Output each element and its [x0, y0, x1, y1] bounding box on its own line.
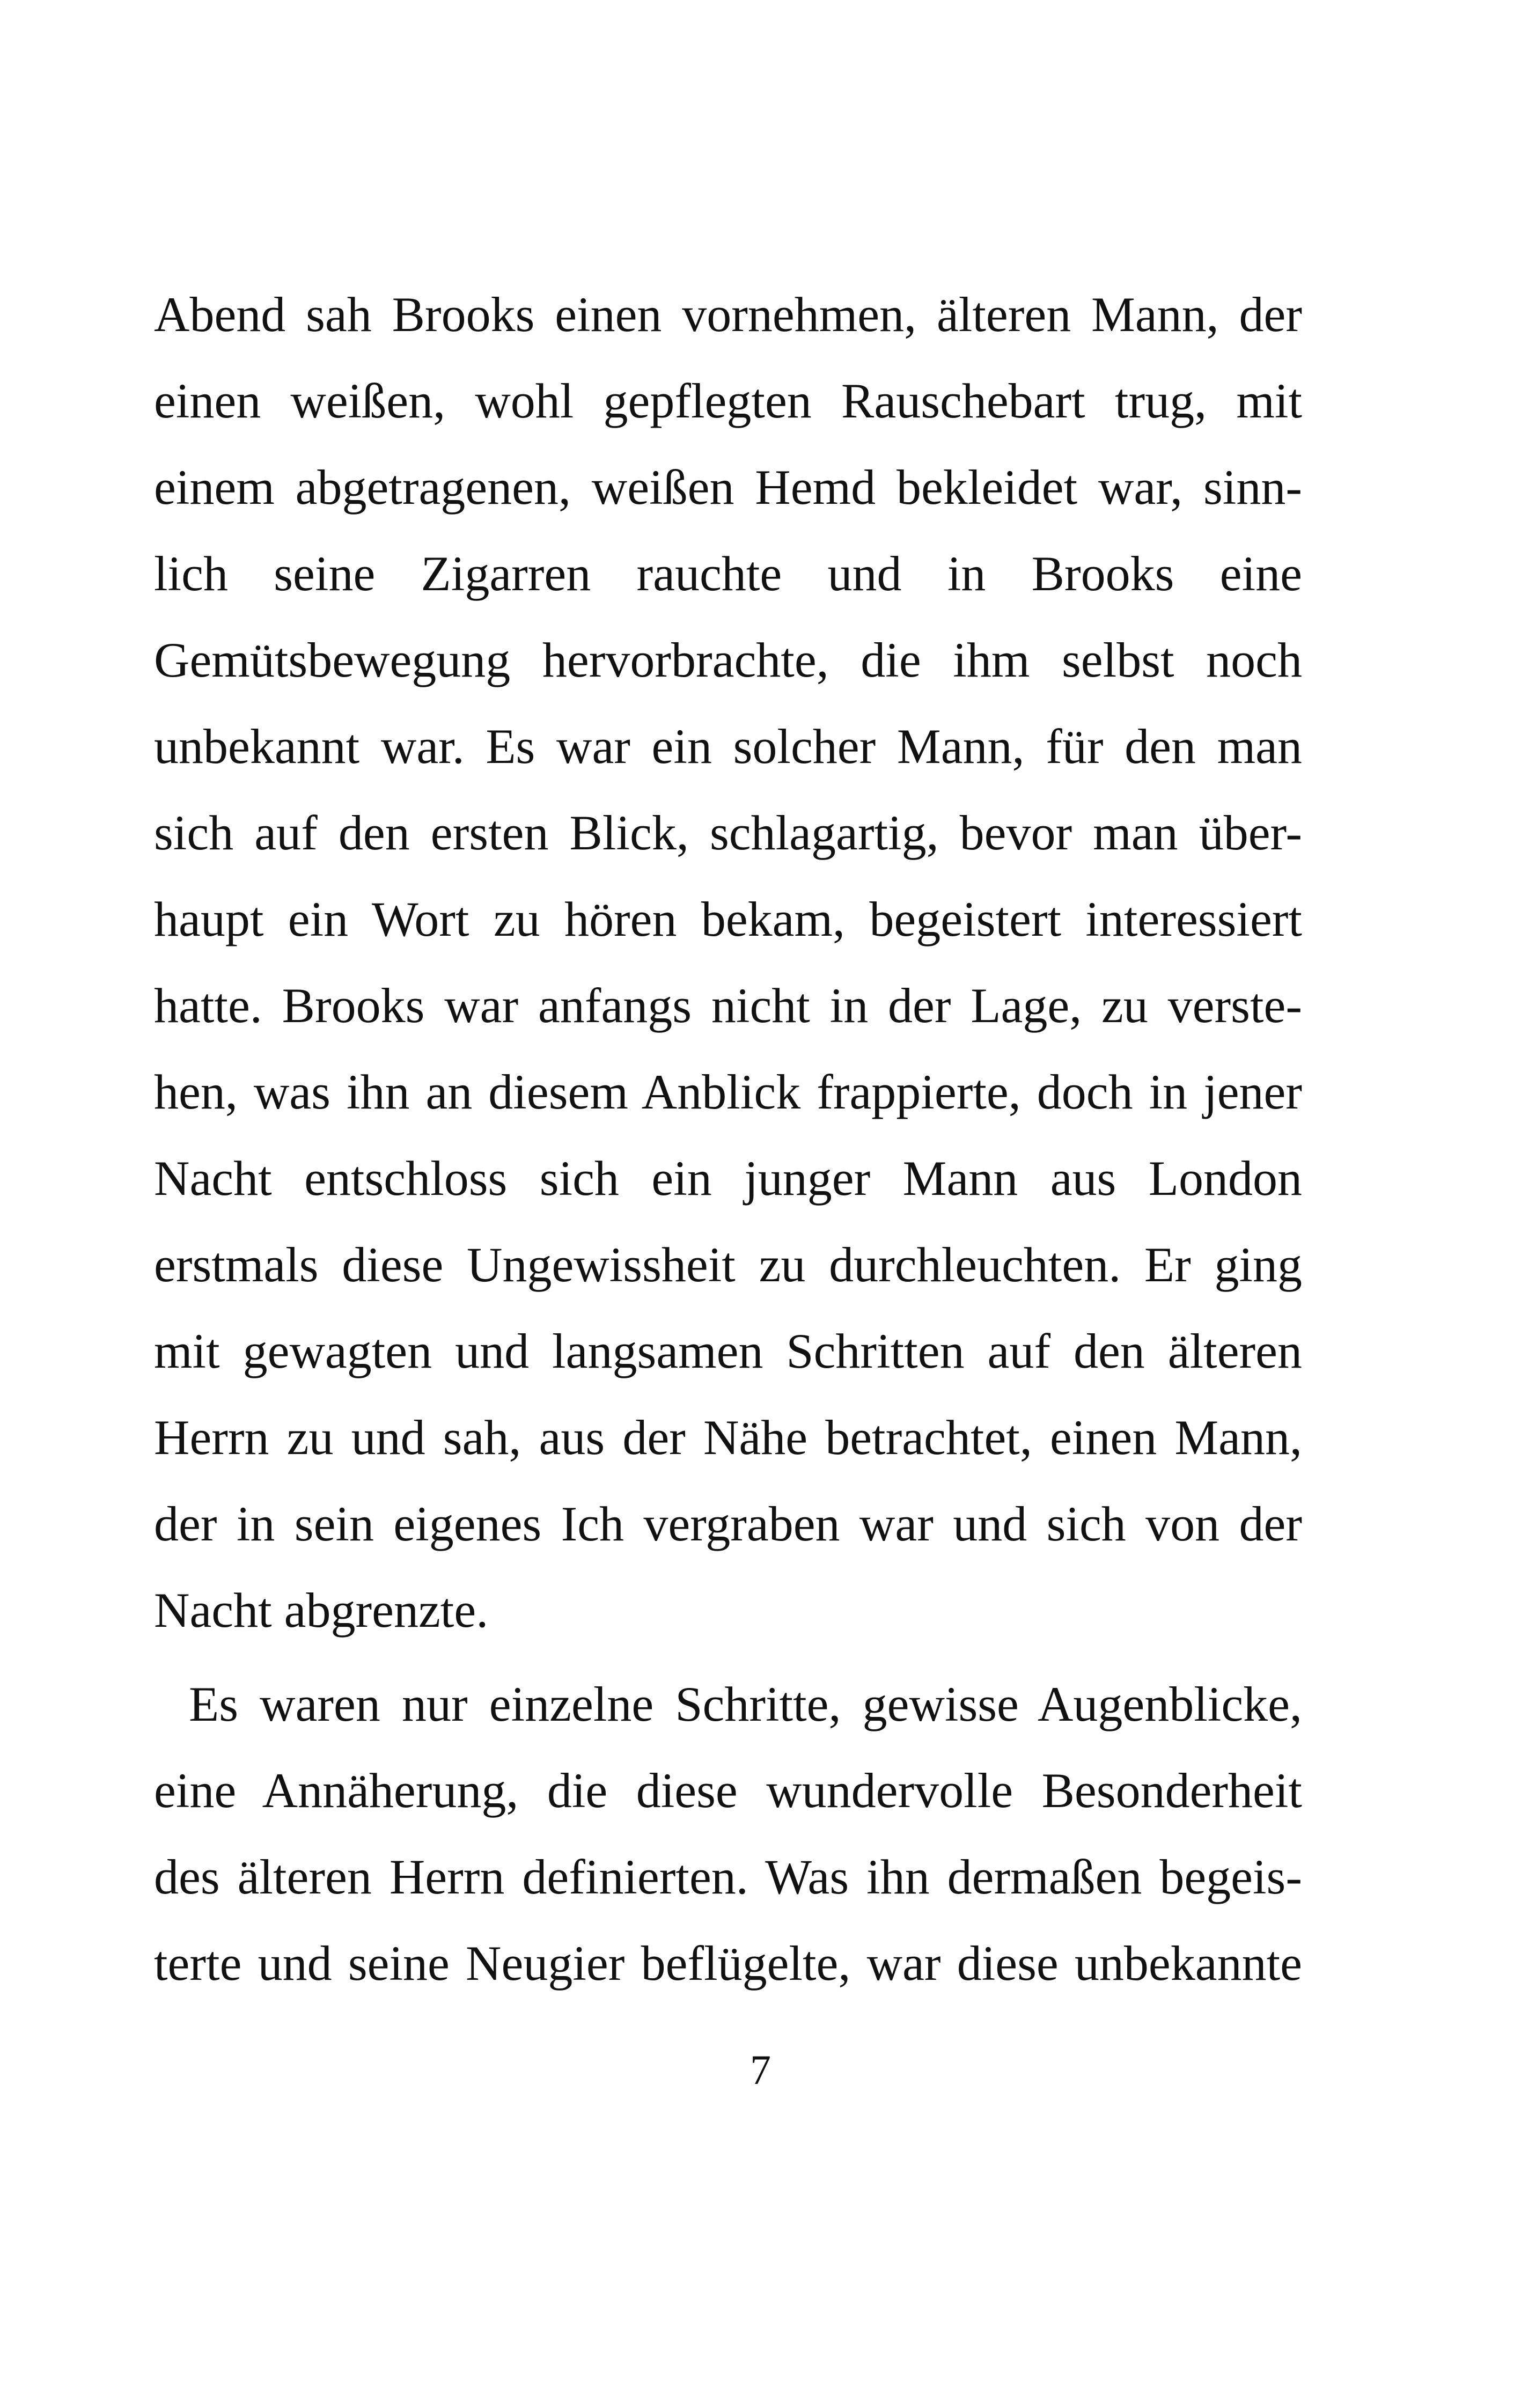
text-line: hatte. Brooks war anfangs nicht in der Lage, zu verste- [154, 978, 1302, 1033]
text-line: einem abgetragenen, weißen Hemd bekleidet war, sinn- [154, 460, 1302, 515]
text-line: haupt ein Wort zu hören bekam, begeistert interessiert [154, 892, 1302, 946]
body-text [154, 271, 1302, 2007]
text-line: lich seine Zigarren rauchte und in Brooks eine [154, 546, 1302, 601]
text-line: Gemütsbewegung hervorbrachte, die ihm selbst noch [154, 633, 1302, 687]
text-line: hen, was ihn an diesem Anblick frappierte, doch in jener [154, 1064, 1302, 1119]
text-line: Nacht abgrenzte. [154, 1583, 489, 1638]
text-line: eine Annäherung, die diese wundervolle Besonderheit [154, 1763, 1302, 1818]
text-line: Es waren nur einzelne Schritte, gewisse Augenblicke, [189, 1677, 1302, 1731]
paragraph-1 [154, 271, 1302, 1654]
text-line: Nacht entschloss sich ein junger Mann aus London [154, 1151, 1302, 1206]
page-number: 7 [750, 2046, 771, 2093]
text-line: des älteren Herrn definierten. Was ihn dermaßen begeis- [154, 1849, 1302, 1904]
paragraph-gap [154, 1654, 1302, 1661]
text-line: terte und seine Neugier beflügelte, war diese unbekannte [154, 1936, 1302, 1991]
text-line: einen weißen, wohl gepflegten Rauschebart trug, mit [154, 373, 1302, 428]
text-line: Herrn zu und sah, aus der Nähe betrachtet, einen Mann, [154, 1410, 1302, 1465]
text-line: Abend sah Brooks einen vornehmen, älteren Mann, der [154, 287, 1302, 342]
text-line: erstmals diese Ungewissheit zu durchleuchten. Er ging [154, 1237, 1302, 1292]
paragraph-2 [154, 1661, 1302, 2007]
text-line: sich auf den ersten Blick, schlagartig, bevor man über- [154, 805, 1302, 860]
text-line: unbekannt war. Es war ein solcher Mann, für den man [154, 719, 1302, 774]
text-line: mit gewagten und langsamen Schritten auf den älteren [154, 1324, 1302, 1378]
text-line: der in sein eigenes Ich vergraben war und sich von der [154, 1496, 1302, 1551]
